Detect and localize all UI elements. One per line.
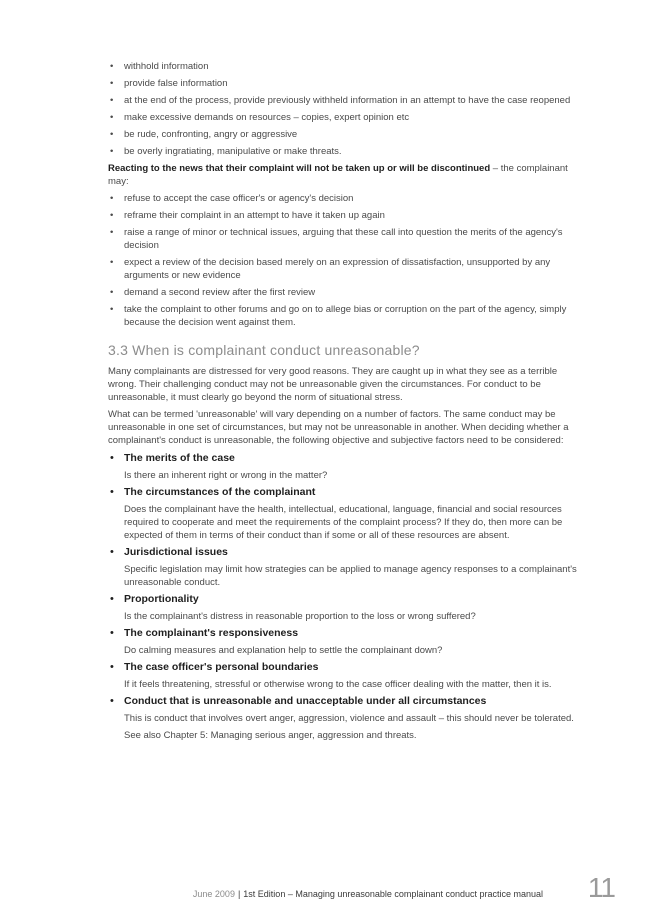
reacting-intro-rest: – the complainant may: <box>108 163 568 187</box>
factor-heading: • The merits of the case <box>124 452 235 464</box>
factor-description: Is there an inherent right or wrong in the matter? <box>124 470 328 481</box>
list-item: • reframe their complaint in an attempt to have it taken up again <box>108 209 588 222</box>
factor-heading: • Conduct that is unreasonable and unacceptable under all circumstances <box>124 695 487 707</box>
list-item: • demand a second review after the first review <box>108 286 588 299</box>
factor-see-also: See also Chapter 5: Managing serious anger, aggression and threats. <box>124 730 417 741</box>
page-content <box>108 60 588 745</box>
list-item: • at the end of the process, provide previously withheld information in an attempt to have the case reopened <box>108 94 588 107</box>
list-item: • expect a review of the decision based merely on an expression of dissatisfaction, unsupported by any arguments or new evidence <box>108 256 588 282</box>
factor-description: Is the complainant's distress in reasonable proportion to the loss or wrong suffered? <box>124 611 476 622</box>
paragraph: What can be termed 'unreasonable' will vary depending on a number of factors. The same conduct may be unreasonable in one set of circumstances, but may not be unreasonable in another. When deciding whether a complainant's conduct is unreasonable, the following objective and subjective factors need to be considered: <box>108 409 569 446</box>
list-item: • take the complaint to other forums and go on to allege bias or corruption on the part of the agency, simply because the decision went against them. <box>108 303 588 329</box>
footer-edition: 1st Edition <box>243 889 286 899</box>
footer-title: – Managing unreasonable complainant conduct practice manual <box>285 889 543 899</box>
factor-item <box>108 451 588 482</box>
list-item: • refuse to accept the case officer's or agency's decision <box>108 192 588 205</box>
factor-heading: • Jurisdictional issues <box>124 546 228 558</box>
bullet-list-reacting <box>108 192 588 329</box>
factor-item <box>108 694 588 742</box>
factor-description: Specific legislation may limit how strategies can be applied to manage agency responses to a complainant's unreasonable conduct. <box>124 564 577 588</box>
factor-description: If it feels threatening, stressful or otherwise wrong to the case officer dealing with the matter, then it is. <box>124 679 552 690</box>
section-heading: 3.3 When is complainant conduct unreasonable? <box>108 342 420 358</box>
factor-item <box>108 485 588 542</box>
paragraph: Many complainants are distressed for very good reasons. They are caught up in what they see as a terrible wrong. Their challenging conduct may not be unreasonable given the circumstances. For conduct to be unreasonable, it must clearly go beyond the norm of situational stress. <box>108 366 558 403</box>
footer-date: June 2009 <box>192 889 235 899</box>
factor-heading: • The complainant's responsiveness <box>124 627 299 639</box>
reacting-intro-bold: Reacting to the news that their complaint will not be taken up or will be discontinued <box>108 163 491 174</box>
factor-item <box>108 660 588 691</box>
factor-heading: • The circumstances of the complainant <box>124 486 316 498</box>
factor-item <box>108 592 588 623</box>
factor-list <box>108 451 588 742</box>
reacting-intro <box>108 162 588 188</box>
page-number: 11 <box>587 872 615 903</box>
page-footer <box>0 872 649 909</box>
bullet-list-conduct <box>108 60 588 158</box>
factor-heading: • The case officer's personal boundaries <box>124 661 319 673</box>
footer-separator: | <box>237 889 241 899</box>
list-item: • be overly ingratiating, manipulative or make threats. <box>108 145 588 158</box>
factor-description: Does the complainant have the health, intellectual, educational, language, financial and social resources required to cooperate and meet the requirements of the complaint process? If they do, then more can be expected of them in terms of their conduct than if some or all of these resources are absent. <box>124 504 563 541</box>
list-item: • raise a range of minor or technical issues, arguing that these call into question the merits of the agency's decision <box>108 226 588 252</box>
list-item: • be rude, confronting, angry or aggressive <box>108 128 588 141</box>
list-item: • provide false information <box>108 77 588 90</box>
factor-description: Do calming measures and explanation help to settle the complainant down? <box>124 645 443 656</box>
list-item: • withhold information <box>108 60 588 73</box>
footer-text <box>193 888 543 900</box>
factor-heading: • Proportionality <box>124 593 199 605</box>
factor-description: This is conduct that involves overt anger, aggression, violence and assault – this should never be tolerated. <box>124 713 574 724</box>
factor-item <box>108 626 588 657</box>
list-item: • make excessive demands on resources – copies, expert opinion etc <box>108 111 588 124</box>
factor-item <box>108 545 588 589</box>
